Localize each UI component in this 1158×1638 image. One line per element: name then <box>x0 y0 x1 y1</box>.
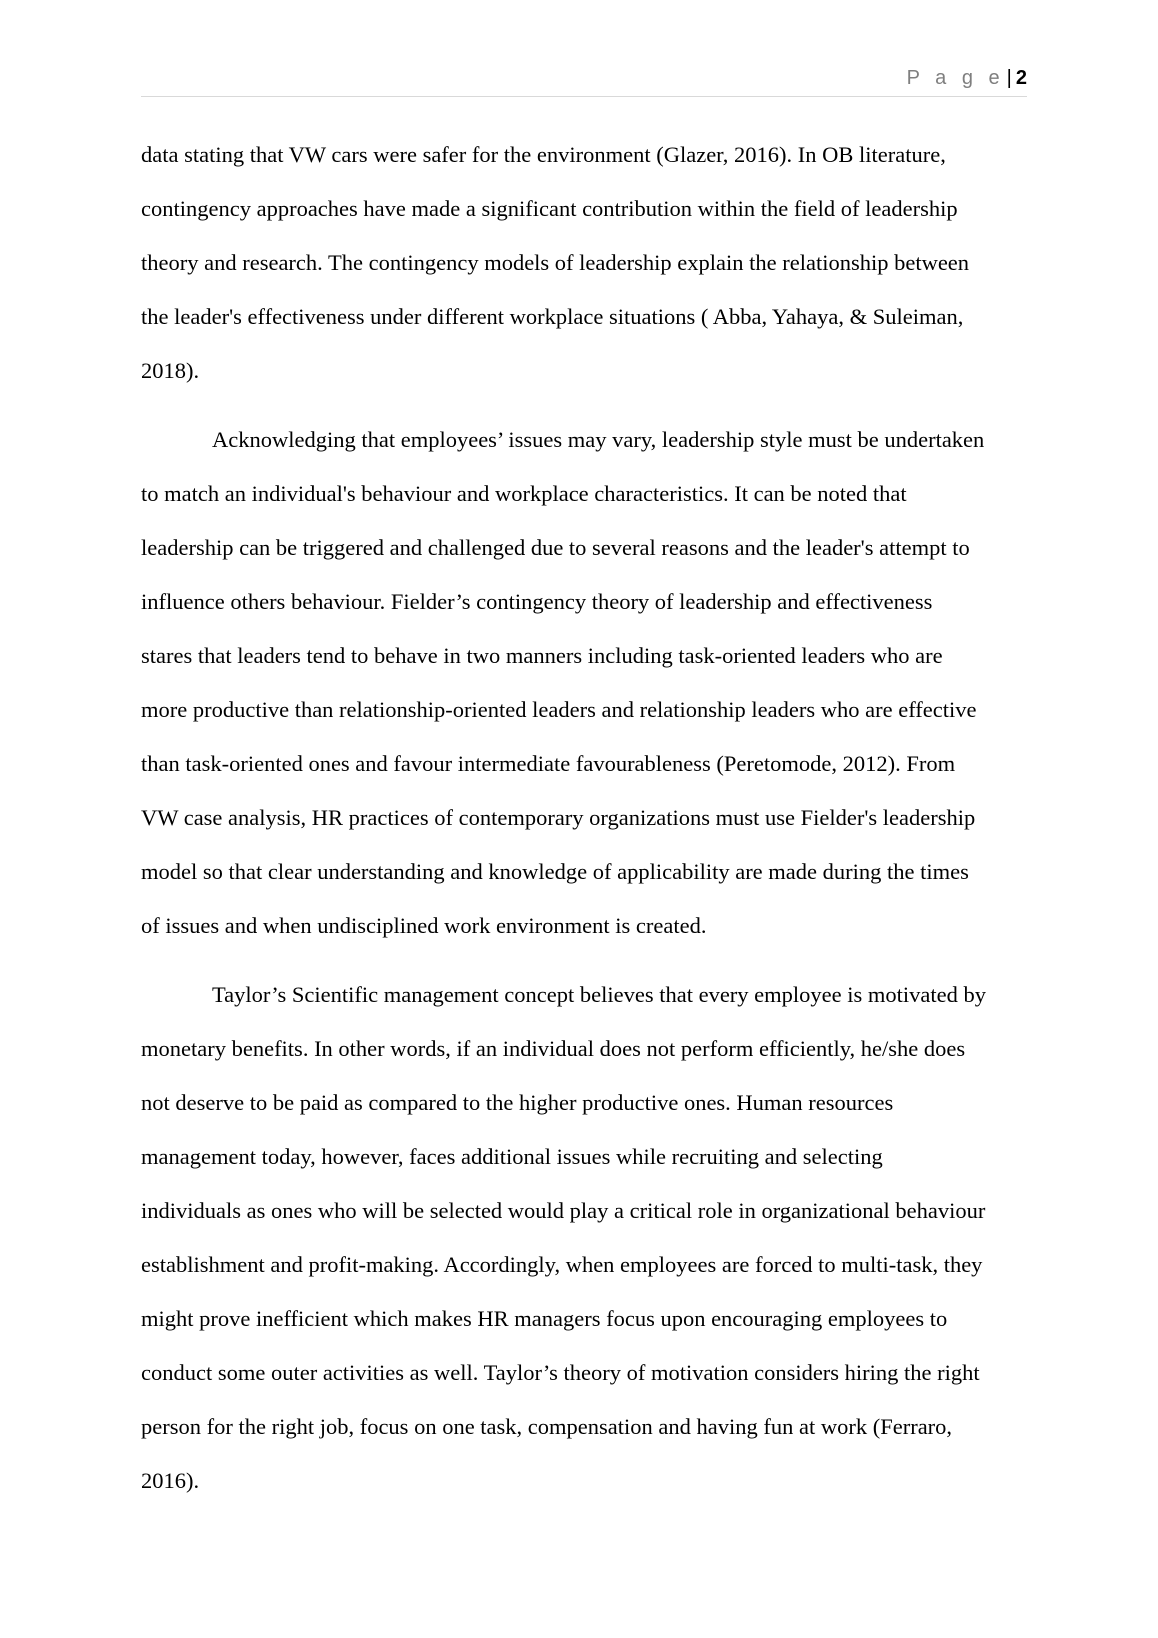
paragraph-2 <box>141 413 1031 953</box>
text-line: person for the right job, focus on one task, compensation and having fun at work (Ferraro, <box>141 1414 953 1439</box>
text-line: monetary benefits. In other words, if an individual does not perform efficiently, he/she does <box>141 1036 966 1061</box>
text-line: 2016). <box>141 1468 200 1493</box>
text-line: contingency approaches have made a significant contribution within the field of leadership <box>141 196 958 221</box>
text-line: model so that clear understanding and knowledge of applicability are made during the times <box>141 859 969 884</box>
paragraph-1 <box>141 128 1031 398</box>
text-line: leadership can be triggered and challenged due to several reasons and the leader's attempt to <box>141 535 970 560</box>
page-label: P a g e <box>906 67 1005 89</box>
text-line: might prove inefficient which makes HR managers focus upon encouraging employees to <box>141 1306 948 1331</box>
text-line: influence others behaviour. Fielder’s contingency theory of leadership and effectiveness <box>141 589 933 614</box>
text-line: establishment and profit-making. Accordingly, when employees are forced to multi-task, they <box>141 1252 983 1277</box>
text-line: data stating that VW cars were safer for the environment (Glazer, 2016). In OB literature, <box>141 142 946 167</box>
text-line: theory and research. The contingency models of leadership explain the relationship between <box>141 250 970 275</box>
text-line: the leader's effectiveness under different workplace situations ( Abba, Yahaya, & Suleiman, <box>141 304 964 329</box>
document-body <box>141 128 1031 1523</box>
text-line: not deserve to be paid as compared to the higher productive ones. Human resources <box>141 1090 894 1115</box>
page-header <box>141 66 1027 97</box>
text-line: management today, however, faces additional issues while recruiting and selecting <box>141 1144 883 1169</box>
text-line: 2018). <box>141 358 200 383</box>
page-number: 2 <box>1015 67 1027 89</box>
text-line: individuals as ones who will be selected would play a critical role in organizational behaviour <box>141 1198 986 1223</box>
paragraph-3 <box>141 968 1031 1508</box>
text-line: than task-oriented ones and favour intermediate favourableness (Peretomode, 2012). From <box>141 751 956 776</box>
text-line: stares that leaders tend to behave in two manners including task-oriented leaders who are <box>141 643 943 668</box>
page-separator: | <box>1006 67 1012 89</box>
text-line: VW case analysis, HR practices of contemporary organizations must use Fielder's leadership <box>141 805 976 830</box>
text-line: to match an individual's behaviour and workplace characteristics. It can be noted that <box>141 481 907 506</box>
text-line: more productive than relationship-oriented leaders and relationship leaders who are effective <box>141 697 977 722</box>
text-line: Acknowledging that employees’ issues may vary, leadership style must be undertaken <box>212 427 985 452</box>
text-line: conduct some outer activities as well. Taylor’s theory of motivation considers hiring the right <box>141 1360 980 1385</box>
text-line: Taylor’s Scientific management concept believes that every employee is motivated by <box>212 982 986 1007</box>
text-line: of issues and when undisciplined work environment is created. <box>141 913 707 938</box>
